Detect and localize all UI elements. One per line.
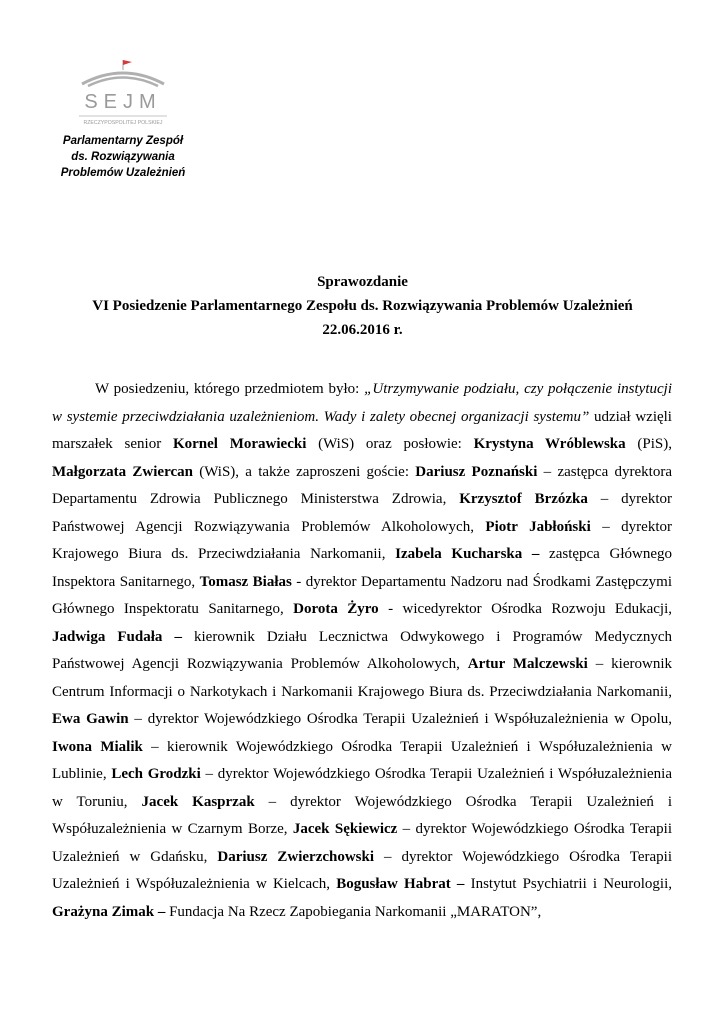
paragraph-text: – dyrektor Wojewódzkiego Ośrodka Terapii Uzależnień w Gdańsku, (52, 821, 672, 865)
participant-name: Izabela Kucharska – (395, 546, 540, 562)
paragraph-text: – dyrektor Wojewódzkiego Ośrodka Terapii Uzależnień i Współuzależnienia w Toruniu, (52, 766, 672, 810)
team-line: ds. Rozwiązywania (71, 151, 175, 163)
paragraph-text: – dyrektor Wojewódzkiego Ośrodka Terapii Uzależnień i Współuzależnienia w Czarnym Borze, (52, 793, 673, 837)
paragraph-text: – dyrektor Wojewódzkiego Ośrodka Terapii Uzależnień i Współuzależnienia w Opolu, (128, 711, 672, 727)
participant-name: Ewa Gawin (52, 711, 129, 727)
report-title: Sprawozdanie (317, 274, 408, 290)
participant-name: Małgorzata Zwiercan (52, 463, 193, 480)
meeting-date: 22.06.2016 r. (322, 322, 403, 338)
report-body (52, 376, 672, 926)
participant-name: Iwona Mialik (52, 738, 143, 755)
paragraph-text: – dyrektor Krajowego Biura ds. Przeciwdziałania Narkomanii, (52, 518, 672, 562)
paragraph-text: Instytut Psychiatrii i Neurologii, (464, 876, 672, 892)
participant-name: Dariusz Poznański (415, 463, 538, 480)
logo-subtext: RZECZYPOSPOLITEJ POLSKIEJ (83, 120, 163, 126)
paragraph-text: udział wzięli marszałek senior (52, 408, 672, 452)
team-name (52, 133, 194, 181)
participant-name: Lech Grodzki (111, 766, 201, 782)
paragraph-text: (PiS), (625, 436, 672, 452)
paragraph-text: kierownik Działu Lecznictwa Odwykowego i Programów Medycznych Państwowej Agencji Rozwiązywania Problemów Alkoholowych, (52, 628, 673, 672)
paragraph-text: Fundacja Na Rzecz Zapobiegania Narkomanii „MARATON”, (165, 903, 542, 920)
paragraph-text: (WiS), a także zaproszeni goście: (192, 463, 416, 480)
body-paragraph (52, 376, 672, 926)
participant-name: Jadwiga Fudała – (52, 628, 182, 645)
paragraph-text: – dyrektor Państwowej Agencji Rozwiązywania Problemów Alkoholowych, (52, 491, 672, 535)
sejm-logo (76, 58, 170, 130)
participant-name: Krzysztof Brzózka (459, 491, 588, 507)
participant-name: Dorota Żyro (293, 601, 379, 617)
paragraph-text: – zastępca dyrektora Departamentu Zdrowia Publicznego Ministerstwa Zdrowia, (52, 463, 672, 507)
paragraph-text: zastępca Głównego Inspektora Sanitarnego, (52, 546, 672, 590)
participant-name: Tomasz Białas (199, 573, 292, 590)
participant-name: Piotr Jabłoński (485, 518, 591, 535)
participant-name: Artur Malczewski (467, 656, 588, 672)
participant-name: Grażyna Zimak – (52, 903, 166, 920)
report-heading (0, 270, 725, 342)
team-line: Parlamentarny Zespół (62, 135, 184, 147)
paragraph-text: - dyrektor Departamentu Nadzoru nad Środkami Zastępczymi Głównego Inspektoratu Sanitarnego, (52, 573, 672, 617)
paragraph-text: – kierownik Wojewódzkiego Ośrodka Terapii Uzależnień i Współuzależnienia w Lublinie, (52, 738, 672, 782)
participant-name: Kornel Morawiecki (172, 436, 307, 452)
paragraph-text: (WiS) oraz posłowie: (306, 436, 474, 452)
paragraph-text: – dyrektor Wojewódzkiego Ośrodka Terapii Uzależnień i Współuzależnienia w Kielcach, (52, 848, 672, 892)
participant-name: Krystyna Wróblewska (473, 436, 626, 452)
participant-name: Bogusław Habrat – (336, 876, 465, 892)
participant-name: Dariusz Zwierzchowski (217, 848, 375, 865)
participant-name: Jacek Sękiewicz (292, 821, 398, 837)
paragraph-text: – kierownik Centrum Informacji o Narkotykach i Narkomanii Krajowego Biura ds. Przeciwdziałania Narkomanii, (52, 656, 672, 700)
logo-text: SEJM (84, 91, 162, 113)
team-line: Problemów Uzależnień (60, 167, 186, 179)
paragraph-text: W posiedzeniu, którego przedmiotem było: (95, 381, 365, 397)
meeting-title: VI Posiedzenie Parlamentarnego Zespołu ds. Rozwiązywania Problemów Uzależnień (92, 298, 633, 314)
paragraph-text: - wicedyrektor Ośrodka Rozwoju Edukacji, (378, 601, 672, 617)
meeting-topic: „Utrzymywanie podziału, czy połączenie instytucji w systemie przeciwdziałania uzależnieniom. Wady i zalety obecnej organizacji systemu” (52, 381, 672, 425)
participant-name: Jacek Kasprzak (141, 793, 255, 810)
